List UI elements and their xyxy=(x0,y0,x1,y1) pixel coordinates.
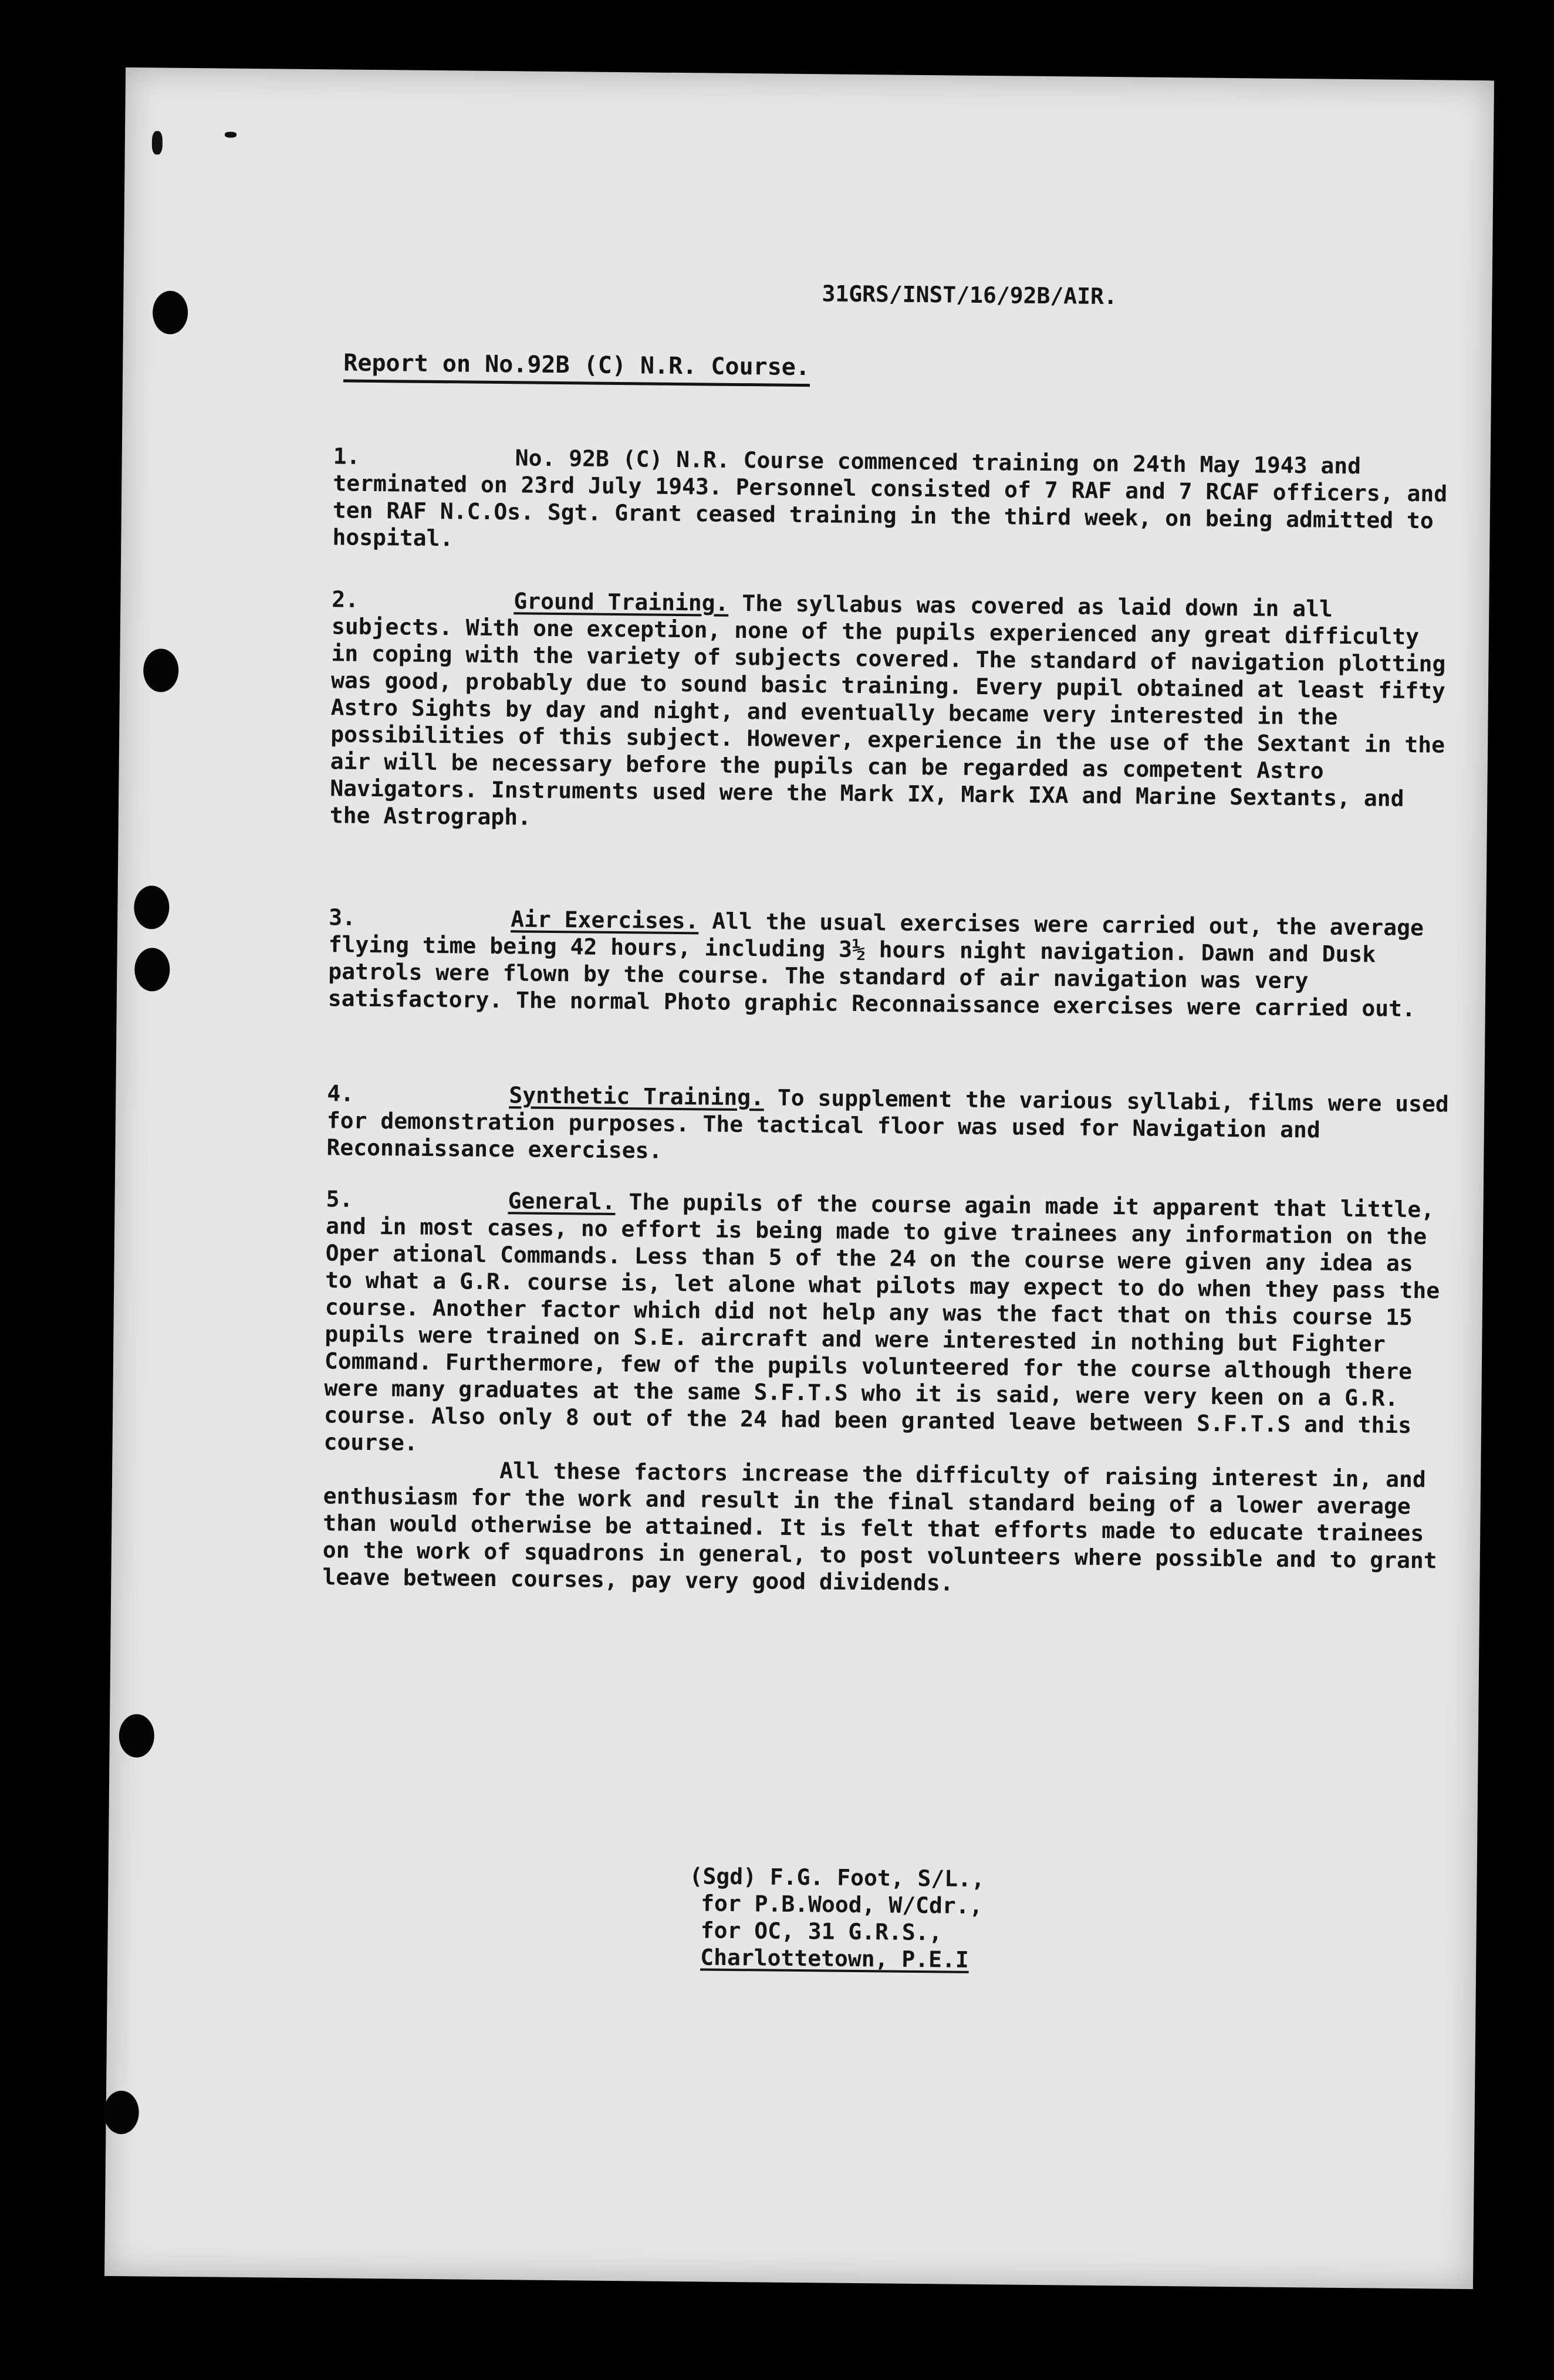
paragraph-2 xyxy=(330,586,1459,839)
signature-line: (Sgd) F.G. Foot, S/L., xyxy=(689,1863,985,1892)
paragraph-text: The syllabus was covered as laid down in all subjects. With one exception, none of the pupils experienced any great difficulty in coping with the variety of subjects covered. The standard of navigation plotting was good, probably due to sound basic training. Every pupil obtained at least fifty Astro Sights by day and night, and eventually became very interested in the possibilities of this subject. However, experience in the use of the Sextant in the air will be necessary before the pupils can be regarded as competent Astro Navigators. Instruments used were the Mark IX, Mark IXA and Marine Sextants, and the Astrograph. xyxy=(329,590,1446,830)
ink-mark xyxy=(225,132,237,138)
signature-block xyxy=(688,1862,985,1973)
paragraph-5 xyxy=(322,1185,1453,1601)
paragraph-text: No. 92B (C) N.R. Course commenced training on 24th May 1943 and terminated on 23rd July 1943. Personnel consisted of 7 RAF and 7 RCAF officers, and ten RAF N.C.Os. Sgt. Grant ceased training in the third week, on being admitted to hospital. xyxy=(332,445,1448,552)
punch-hole xyxy=(119,1714,154,1758)
reference-number: 31GRS/INST/16/92B/AIR. xyxy=(822,280,1117,310)
paragraph-text: All the usual exercises were carried out, the average flying time being 42 hours, including 3½ hours night navigation. Dawn and Dusk patrols were flown by the course. The standard of air navigation was very satisfactory. The normal Photo graphic Reconnaissance exercises were carried out. xyxy=(327,908,1424,1022)
punch-hole xyxy=(103,2091,139,2135)
signature-line: for OC, 31 G.R.S., xyxy=(700,1917,942,1946)
signature-line: for P.B.Wood, W/Cdr., xyxy=(700,1890,983,1919)
paragraph-number: 1. xyxy=(333,443,360,469)
punch-hole xyxy=(134,948,170,992)
paragraph-1 xyxy=(332,442,1460,561)
punch-hole xyxy=(134,885,170,929)
paragraph-number: 4. xyxy=(327,1080,354,1107)
paragraph-text-continued: All these factors increase the difficulty of raising interest in, and enthusiasm for the work and result in the final standard being of a lower average than would otherwise be attained. It is felt that efforts made to educate trainees on the work of squadrons in general, to post volunteers where possible and to grant leave between courses, pay very good dividends. xyxy=(322,1458,1437,1596)
paragraph-heading: Air Exercises. xyxy=(511,906,699,934)
paragraph-number: 5. xyxy=(326,1186,353,1212)
paragraph-heading: Synthetic Training. xyxy=(509,1082,765,1111)
paragraph-heading: General. xyxy=(508,1188,616,1215)
punch-hole xyxy=(143,648,179,692)
report-title: Report on No.92B (C) N.R. Course. xyxy=(343,349,810,387)
punch-hole xyxy=(153,290,188,334)
paragraph-4 xyxy=(326,1080,1454,1171)
paragraph-3 xyxy=(328,904,1456,1022)
paragraph-heading: Ground Training. xyxy=(514,588,729,616)
document-page xyxy=(104,67,1494,2289)
ink-mark xyxy=(152,131,163,154)
paragraph-number: 3. xyxy=(329,904,356,931)
paragraph-text: The pupils of the course again made it apparent that little, and in most cases, no effort is being made to give trainees any information on the Oper ational Commands. Less than 5 of the 24 on the course were given any idea as to what a G.R. course is, let alone what pilots may expect to do when they pass the course. Another factor which did not help any was the fact that on this course 15 pupils were trained on S.E. aircraft and were interested in nothing but Fighter Command. Furthermore, few of the pupils volunteered for the course although there were many graduates at the same S.F.T.S who it is said, were very keen on a G.R. course. Also only 8 out of the 24 had been granted leave between S.F.T.S and this course. xyxy=(323,1189,1440,1456)
paragraph-text: To supplement the various syllabi, films were used for demonstration purposes. The tactical floor was used for Navigation and Reconnaissance exercises. xyxy=(326,1084,1449,1164)
paragraph-number: 2. xyxy=(332,586,359,613)
signature-line: Charlottetown, P.E.I xyxy=(700,1944,969,1973)
